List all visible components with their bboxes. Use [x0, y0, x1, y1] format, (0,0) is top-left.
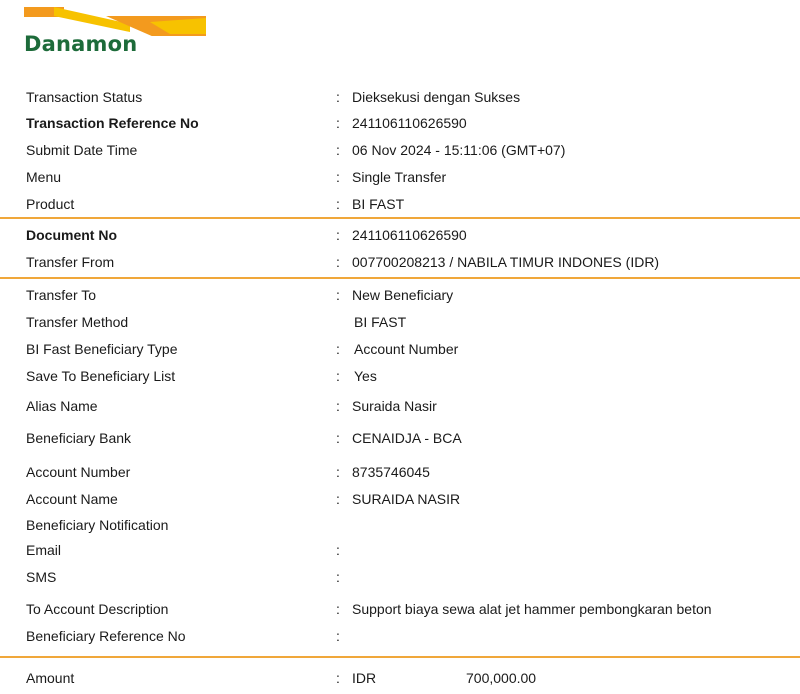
field-value: Account Number: [354, 341, 459, 357]
field-label: Transfer To: [26, 287, 97, 303]
field-separator: :: [336, 601, 340, 617]
field-value: Support biaya sewa alat jet hammer pembongkaran beton: [352, 601, 712, 617]
field-value: SURAIDA NASIR: [352, 491, 461, 507]
row-transfer-method: [0, 311, 800, 333]
row-transaction-status: [0, 86, 800, 108]
field-value: 8735746045: [352, 464, 430, 480]
field-label: Transaction Status: [26, 89, 143, 105]
field-separator: :: [336, 491, 340, 507]
field-label: Transfer Method: [26, 314, 129, 330]
field-separator: :: [336, 169, 340, 185]
field-label: Alias Name: [26, 398, 98, 414]
field-separator: :: [336, 430, 340, 446]
amount-value: 700,000.00: [466, 670, 537, 686]
field-separator: :: [336, 398, 340, 414]
row-transfer-to: [0, 284, 800, 306]
row-submit-date-time: [0, 139, 800, 161]
field-value: BI FAST: [352, 196, 405, 212]
field-label: Beneficiary Notification: [26, 517, 169, 533]
row-product: [0, 193, 800, 215]
field-value: 241106110626590: [352, 115, 467, 131]
field-separator: :: [336, 115, 340, 131]
row-bi-fast-beneficiary-type: [0, 338, 800, 360]
field-label: Submit Date Time: [26, 142, 138, 158]
field-separator: :: [336, 341, 340, 357]
field-separator: :: [336, 542, 340, 558]
field-separator: :: [336, 464, 340, 480]
field-label: Email: [26, 542, 62, 558]
field-value: 007700208213 / NABILA TIMUR INDONES (IDR): [352, 254, 660, 270]
field-label: Beneficiary Bank: [26, 430, 132, 446]
field-separator: :: [336, 628, 340, 644]
row-transaction-reference-no: [0, 112, 800, 134]
field-label: Save To Beneficiary List: [26, 368, 176, 384]
row-beneficiary-reference-no: [0, 625, 800, 647]
field-label: To Account Description: [26, 601, 169, 617]
row-email: [0, 539, 800, 561]
row-document-no: [0, 224, 800, 246]
row-beneficiary-bank: [0, 427, 800, 449]
row-account-name: [0, 488, 800, 510]
row-beneficiary-notification: [0, 514, 800, 536]
field-label: SMS: [26, 569, 57, 585]
field-value: Yes: [354, 368, 377, 384]
section-divider: [0, 656, 800, 658]
field-label: Amount: [26, 670, 75, 686]
field-label: BI Fast Beneficiary Type: [26, 341, 178, 357]
field-separator: :: [336, 227, 340, 243]
row-alias-name: [0, 395, 800, 417]
field-value: Dieksekusi dengan Sukses: [352, 89, 521, 105]
field-label: Menu: [26, 169, 62, 185]
field-separator: :: [336, 142, 340, 158]
field-label: Transaction Reference No: [26, 115, 199, 131]
field-separator: :: [336, 254, 340, 270]
field-separator: :: [336, 287, 340, 303]
field-label: Document No: [26, 227, 117, 243]
section-divider: [0, 217, 800, 219]
field-separator: :: [336, 196, 340, 212]
field-label: Account Name: [26, 491, 118, 507]
row-save-to-beneficiary-list: [0, 365, 800, 387]
field-separator: :: [336, 670, 340, 686]
field-label: Account Number: [26, 464, 131, 480]
field-label: Product: [26, 196, 75, 212]
section-divider: [0, 277, 800, 279]
field-separator: :: [336, 569, 340, 585]
field-value: 06 Nov 2024 - 15:11:06 (GMT+07): [352, 142, 566, 158]
currency-code: IDR: [352, 670, 377, 686]
field-value: New Beneficiary: [352, 287, 454, 303]
row-amount: [0, 667, 800, 689]
row-to-account-description: [0, 598, 800, 620]
brand-name: Danamon: [24, 32, 138, 56]
field-value: 241106110626590: [352, 227, 467, 243]
row-menu: [0, 166, 800, 188]
field-separator: :: [336, 89, 340, 105]
field-value: CENAIDJA - BCA: [352, 430, 462, 446]
field-label: Transfer From: [26, 254, 115, 270]
row-transfer-from: [0, 251, 800, 273]
field-value: Suraida Nasir: [352, 398, 437, 414]
field-value: BI FAST: [354, 314, 407, 330]
field-separator: :: [336, 368, 340, 384]
field-value: Single Transfer: [352, 169, 447, 185]
row-sms: [0, 566, 800, 588]
field-label: Beneficiary Reference No: [26, 628, 186, 644]
row-account-number: [0, 461, 800, 483]
